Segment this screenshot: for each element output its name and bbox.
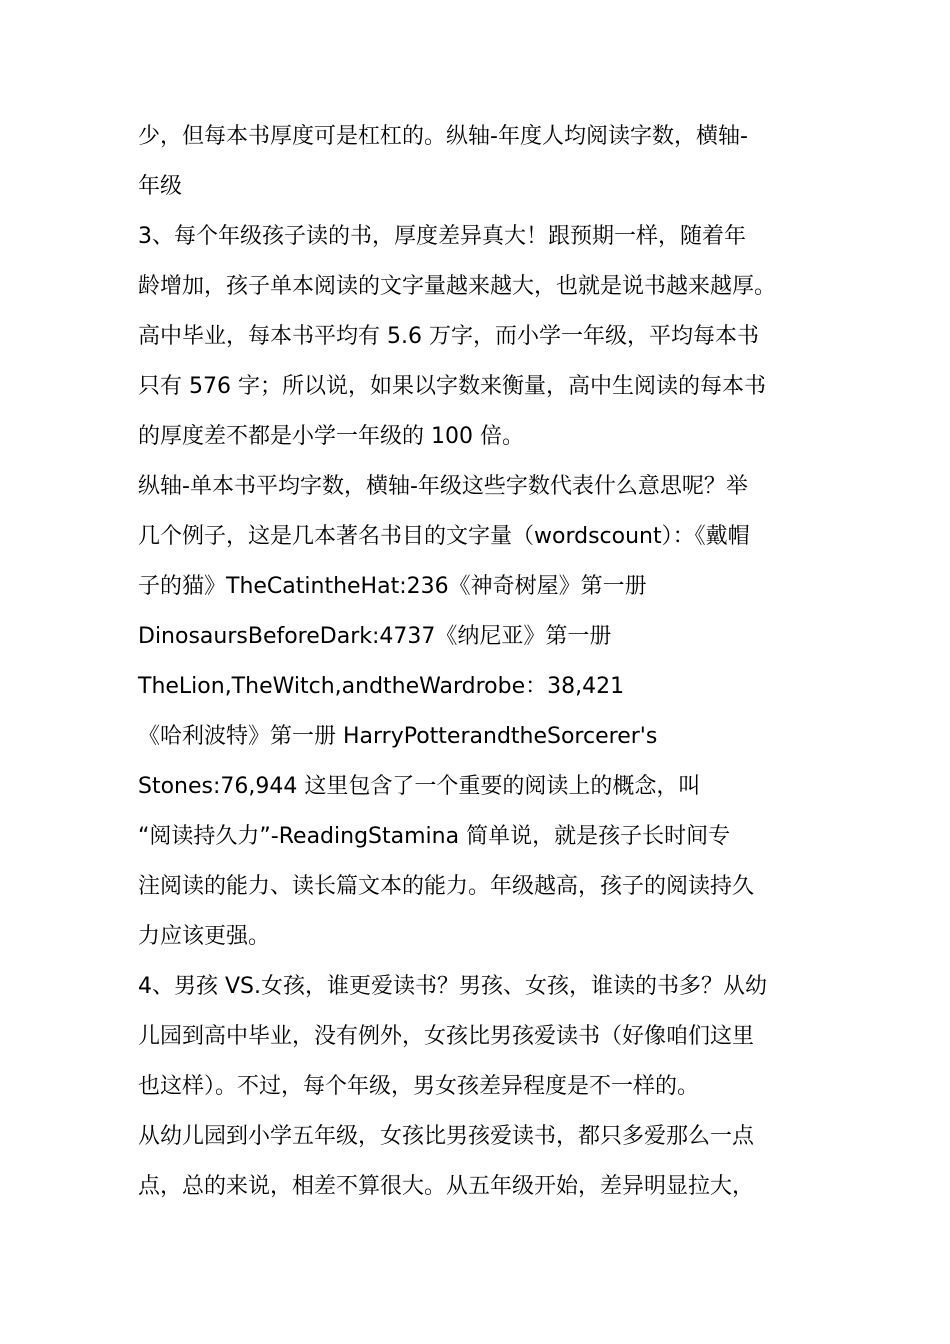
text-line-21: 从幼儿园到小学五年级，女孩比男孩爱读书，都只多爱那么一点	[138, 1124, 755, 1149]
text-line-5: 高中毕业，每本书平均有 5.6 万字，而小学一年级，平均每本书	[138, 324, 759, 349]
text-line-9: 几个例子，这是几本著名书目的文字量（wordscount）：《戴帽	[138, 524, 750, 549]
text-line-22: 点，总的来说，相差不算很大。从五年级开始，差异明显拉大，	[138, 1174, 755, 1199]
text-line-4: 龄增加，孩子单本阅读的文字量越来越大，也就是说书越来越厚。	[138, 274, 777, 299]
text-line-15: “阅读持久力”-ReadingStamina 简单说，就是孩子长时间专	[138, 824, 731, 849]
text-line-3: 3、每个年级孩子读的书，厚度差异真大！跟预期一样，随着年	[138, 224, 746, 249]
text-line-1: 少，但每本书厚度可是杠杠的。纵轴-年度人均阅读字数，横轴-	[138, 124, 748, 149]
document-page	[138, 112, 828, 1212]
text-line-17: 力应该更强。	[138, 924, 271, 949]
text-line-12: TheLion,TheWitch,andtheWardrobe：38,421	[138, 674, 625, 699]
text-line-8: 纵轴-单本书平均字数，横轴-年级这些字数代表什么意思呢？举	[138, 474, 748, 499]
text-line-11: DinosaursBeforeDark:4737《纳尼亚》第一册	[138, 624, 612, 649]
text-line-19: 儿园到高中毕业，没有例外，女孩比男孩爱读书（好像咱们这里	[138, 1024, 755, 1049]
text-line-14: Stones:76,944 这里包含了一个重要的阅读上的概念，叫	[138, 774, 701, 799]
text-line-16: 注阅读的能力、读长篇文本的能力。年级越高，孩子的阅读持久	[138, 874, 755, 899]
text-line-2: 年级	[138, 174, 183, 199]
text-line-6: 只有 576 字；所以说，如果以字数来衡量，高中生阅读的每本书	[138, 374, 766, 399]
text-line-18: 4、男孩 VS.女孩，谁更爱读书？男孩、女孩，谁读的书多？从幼	[138, 974, 768, 999]
text-line-7: 的厚度差不都是小学一年级的 100 倍。	[138, 424, 524, 449]
text-line-10: 子的猫》TheCatintheHat:236《神奇树屋》第一册	[138, 574, 647, 599]
text-line-13: 《哈利波特》第一册 HarryPotterandtheSorcerer's	[138, 724, 658, 749]
text-line-20: 也这样）。不过，每个年级，男女孩差异程度是不一样的。	[138, 1074, 700, 1099]
